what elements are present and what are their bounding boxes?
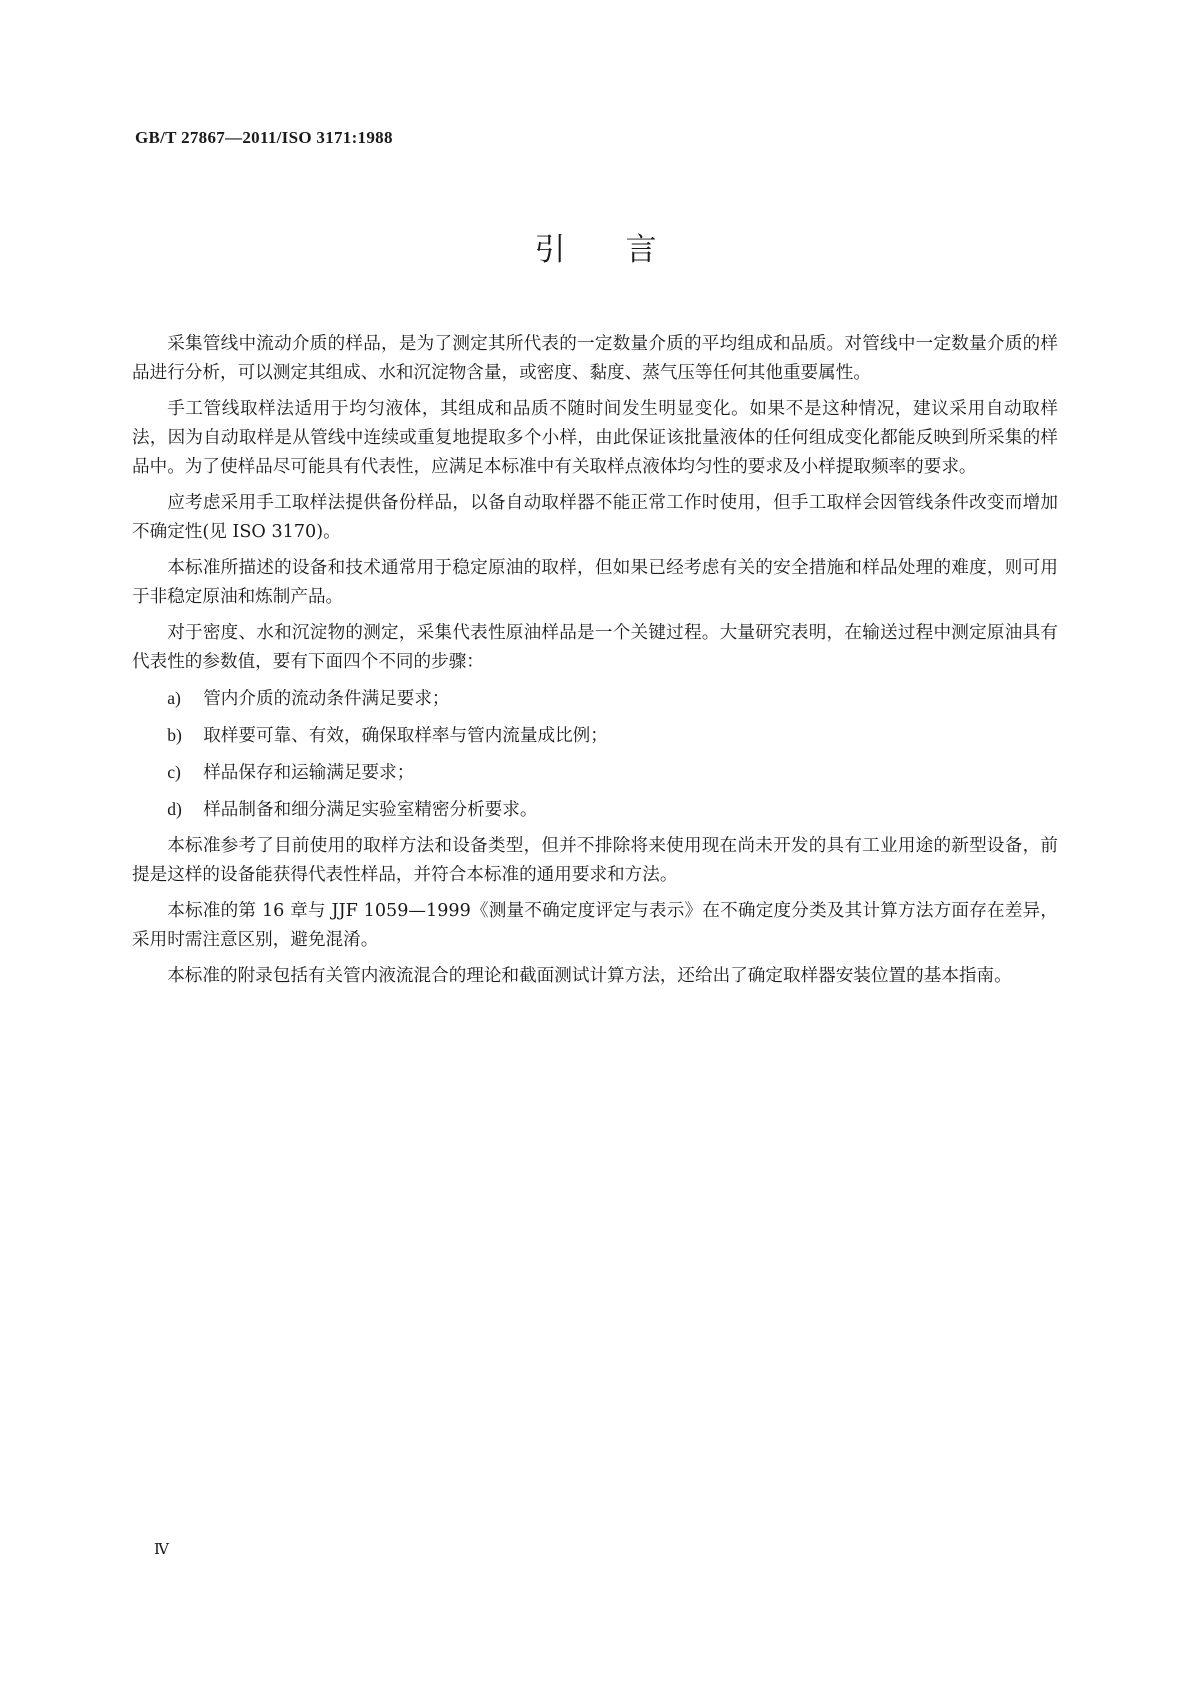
paragraph: 对于密度、水和沉淀物的测定，采集代表性原油样品是一个关键过程。大量研究表明，在输送过程中测定原油具有代表性的参数值，要有下面四个不同的步骤： [132, 623, 1058, 672]
document-body [132, 330, 1058, 998]
paragraph: 应考虑采用手工取样法提供备份样品，以备自动取样器不能正常工作时使用，但手工取样会因管线条件改变而增加不确定性(见 ISO 3170)。 [132, 493, 1058, 542]
page-title: 引言 [534, 232, 717, 268]
list-item [132, 758, 1058, 788]
paragraph: 本标准所描述的设备和技术通常用于稳定原油的取样，但如果已经考虑有关的安全措施和样品处理的难度，则可用于非稳定原油和炼制产品。 [132, 558, 1058, 607]
list-item [132, 721, 1058, 751]
list-item-label: a) [167, 688, 181, 708]
list-item [132, 684, 1058, 714]
page-number: Ⅳ [154, 1542, 169, 1558]
standard-header: GB/T 27867—2011/ISO 3171:1988 [135, 128, 393, 147]
paragraph: 手工管线取样法适用于均匀液体，其组成和品质不随时间发生明显变化。如果不是这种情况，建议采用自动取样法，因为自动取样是从管线中连续或重复地提取多个小样，由此保证该批量液体的任何组成变化都能反映到所采集的样品中。为了使样品尽可能具有代表性，应满足本标准中有关取样点液体均匀性的要求及小样提取频率的要求。 [132, 399, 1058, 477]
paragraph: 本标准的附录包括有关管内液流混合的理论和截面测试计算方法，还给出了确定取样器安装位置的基本指南。 [167, 966, 1012, 986]
paragraph: 本标准的第 16 章与 JJF 1059—1999《测量不确定度评定与表示》在不确定度分类及其计算方法方面存在差异，采用时需注意区别，避免混淆。 [132, 901, 1058, 950]
paragraph: 本标准参考了目前使用的取样方法和设备类型，但并不排除将来使用现在尚未开发的具有工业用途的新型设备，前提是这样的设备能获得代表性样品，并符合本标准的通用要求和方法。 [132, 836, 1058, 885]
list-item-label: b) [167, 725, 182, 745]
list-item-text: 样品保存和运输满足要求； [203, 763, 415, 783]
list-item-text: 管内介质的流动条件满足要求； [203, 689, 450, 709]
paragraph: 采集管线中流动介质的样品，是为了测定其所代表的一定数量介质的平均组成和品质。对管线中一定数量介质的样品进行分析，可以测定其组成、水和沉淀物含量，或密度、黏度、蒸气压等任何其他重要属性。 [132, 334, 1058, 383]
list-item [132, 795, 1058, 825]
list-item-text: 取样要可靠、有效，确保取样率与管内流量成比例； [203, 726, 608, 746]
list-item-label: c) [167, 762, 181, 782]
list-item-label: d) [167, 799, 182, 819]
list-item-text: 样品制备和细分满足实验室精密分析要求。 [203, 800, 538, 820]
